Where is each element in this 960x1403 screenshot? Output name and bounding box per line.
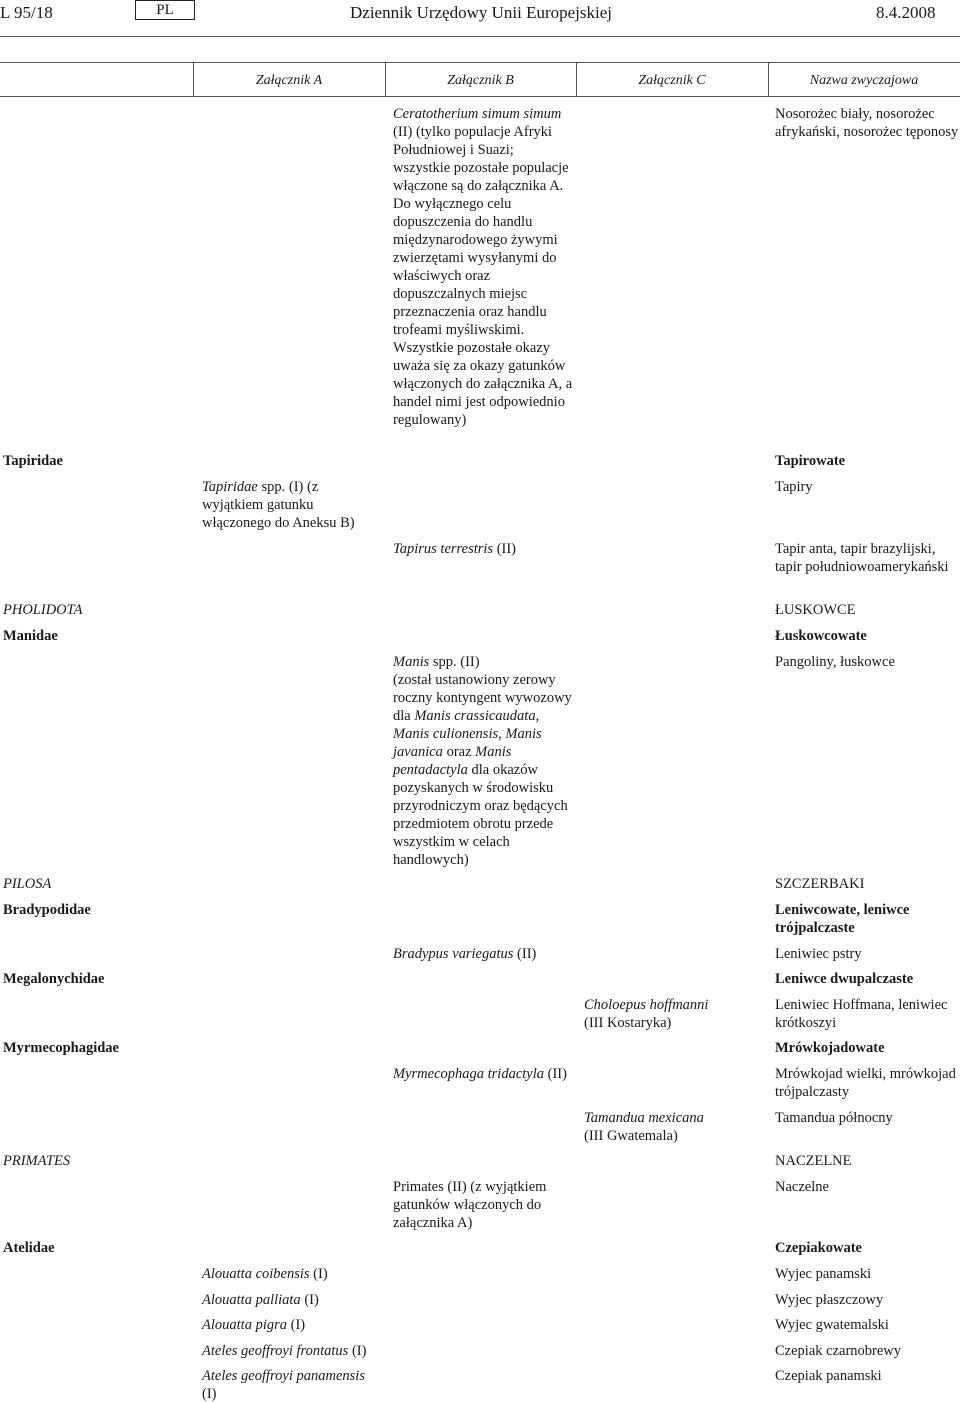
species-list: Manis crassicaudata, Manis culionensis, Manis javanica xyxy=(393,708,542,760)
order-pholidota-common: ŁUSKOWCE xyxy=(775,602,856,618)
family-tapiridae: Tapiridae xyxy=(3,453,63,469)
tamandua-entry xyxy=(584,1109,764,1145)
alouatta-pigra-common: Wyjec gwatemalski xyxy=(775,1317,889,1333)
appendix-label: (I) xyxy=(290,1317,306,1333)
species-note: dla okazów pozyskanych w środowisku przyrodniczym oraz będących przedmiotem obrotu przede wszystkim w celach handlowych) xyxy=(393,762,568,868)
ceratotherium-common-name: Nosorożec biały, nosorożec afrykański, nosorożec tęponosy xyxy=(775,106,959,140)
species-name: Tamandua mexicana xyxy=(584,1110,704,1126)
choloepus-entry xyxy=(584,996,764,1032)
choloepus-common-name: Leniwiec Hoffmana, leniwiec krótkoszyi xyxy=(775,997,948,1031)
species-name: Manis xyxy=(393,654,430,670)
species-name: Ateles geoffroyi frontatus xyxy=(202,1343,349,1359)
species-name: Tapiridae xyxy=(202,479,258,495)
header-rule xyxy=(0,36,960,37)
ateles-frontatus-common: Czepiak czarnobrewy xyxy=(775,1343,902,1359)
species-note: (II) (tylko populacje Afryki Południowej i Suazi; wszystkie pozostałe populacje włączone są do załącznika A. Do wyłącznego celu dopuszczenia do handlu międzynarodowego żywymi zwierzętami wysyłanymi do właściwych oraz dopuszczalnych miejsc przeznaczenia oraz handlu trofeami myśliwskimi. Wszystkie pozostałe okazy uważa się za okazy gatunków włączonych do załącznika A, a handel nimi jest odpowiednio regulowany) xyxy=(393,124,573,428)
species-name: Ateles geoffroyi panamensis xyxy=(202,1368,365,1384)
family-manidae-common: Łuskowcowate xyxy=(775,628,867,644)
appendix-label: (I) xyxy=(202,1386,217,1402)
primates-common-name: Naczelne xyxy=(775,1179,829,1195)
column-header-common-name: Nazwa zwyczajowa xyxy=(809,73,919,88)
tapirus-common-name: Tapir anta, tapir brazylijski, tapir południowoamerykański xyxy=(775,541,949,575)
page-reference: L 95/18 xyxy=(0,3,53,22)
language-code-box: PL xyxy=(135,0,195,20)
appendix-label: (II) xyxy=(547,1066,567,1082)
alouatta-palliata-entry xyxy=(202,1291,380,1309)
family-atelidae-common: Czepiakowate xyxy=(775,1240,862,1256)
primates-entry: Primates (II) (z wyjątkiem gatunków włączonych do załącznika A) xyxy=(393,1179,547,1231)
appendix-label: (I) xyxy=(313,1266,328,1282)
column-header-appendix-c: Załącznik C xyxy=(638,73,706,88)
family-myrmecophagidae-common: Mrówkojadowate xyxy=(775,1040,885,1056)
order-pilosa-common: SZCZERBAKI xyxy=(775,876,865,892)
appendix-label: (I) xyxy=(304,1292,319,1308)
ateles-frontatus-entry xyxy=(202,1342,380,1360)
species-note: (został ustanowiony zerowy roczny kontyngent wywozowy dla xyxy=(393,672,572,724)
species-name: Alouatta palliata xyxy=(202,1292,301,1308)
order-pholidota: PHOLIDOTA xyxy=(3,602,83,618)
family-megalonychidae-common: Leniwce dwupalczaste xyxy=(775,971,914,987)
column-header-appendix-b: Załącznik B xyxy=(447,73,514,88)
bradypus-entry xyxy=(393,945,573,963)
family-megalonychidae: Megalonychidae xyxy=(3,971,105,987)
alouatta-pigra-entry xyxy=(202,1316,380,1334)
publication-date: 8.4.2008 xyxy=(876,3,936,22)
species-name: Myrmecophaga tridactyla xyxy=(393,1066,545,1082)
tapiridae-spp-common: Tapiry xyxy=(775,479,813,495)
appendix-label: (III Kostaryka) xyxy=(584,1015,672,1031)
family-bradypodidae: Bradypodidae xyxy=(3,902,91,918)
alouatta-palliata-common: Wyjec płaszczowy xyxy=(775,1292,884,1308)
species-name: Choloepus hoffmanni xyxy=(584,997,709,1013)
alouatta-coibensis-common: Wyjec panamski xyxy=(775,1266,872,1282)
table-top-rule xyxy=(0,62,960,63)
manis-entry xyxy=(393,653,573,869)
tamandua-common-name: Tamandua północny xyxy=(775,1110,893,1126)
family-tapiridae-common: Tapirowate xyxy=(775,453,846,469)
ceratotherium-entry xyxy=(393,105,573,429)
order-primates: PRIMATES xyxy=(3,1153,71,1169)
species-note: spp. (I) (z wyjątkiem gatunku włączonego do Aneksu B) xyxy=(202,479,355,531)
species-name: Ceratotherium simum simum xyxy=(393,106,562,122)
appendix-label: (I) xyxy=(351,1343,367,1359)
species-name: Alouatta pigra xyxy=(202,1317,287,1333)
alouatta-coibensis-entry xyxy=(202,1265,380,1283)
family-manidae: Manidae xyxy=(3,628,58,644)
order-primates-common: NACZELNE xyxy=(775,1153,852,1169)
appendix-label: (II) xyxy=(517,946,537,962)
myrmecophaga-common-name: Mrówkojad wielki, mrówkojad trójpalczasty xyxy=(775,1066,956,1100)
table-header-rule xyxy=(0,96,960,97)
family-atelidae: Atelidae xyxy=(3,1240,55,1256)
family-bradypodidae-common: Leniwcowate, leniwce trójpalczaste xyxy=(775,902,910,936)
tapirus-entry xyxy=(393,540,573,558)
myrmecophaga-entry xyxy=(393,1065,573,1083)
column-header-appendix-a: Załącznik A xyxy=(255,73,323,88)
appendix-label: (III Gwatemala) xyxy=(584,1128,678,1144)
manis-common-name: Pangoliny, łuskowce xyxy=(775,654,895,670)
ateles-panamensis-common: Czepiak panamski xyxy=(775,1368,882,1384)
tapiridae-spp-entry xyxy=(202,478,380,532)
appendix-label: (II) xyxy=(496,541,517,557)
species-list: Manis pentadactyla xyxy=(393,744,512,778)
species-name: Tapirus terrestris xyxy=(393,541,494,557)
bradypus-common-name: Leniwiec pstry xyxy=(775,946,862,962)
family-myrmecophagidae: Myrmecophagidae xyxy=(3,1040,119,1056)
order-pilosa: PILOSA xyxy=(3,876,52,892)
appendix-label: spp. (II) xyxy=(432,654,480,670)
ateles-panamensis-entry xyxy=(202,1367,380,1403)
journal-title: Dziennik Urzędowy Unii Europejskiej xyxy=(350,3,613,22)
species-name: Alouatta coibensis xyxy=(202,1266,310,1282)
species-note: oraz xyxy=(442,744,476,760)
species-name: Bradypus variegatus xyxy=(393,946,514,962)
